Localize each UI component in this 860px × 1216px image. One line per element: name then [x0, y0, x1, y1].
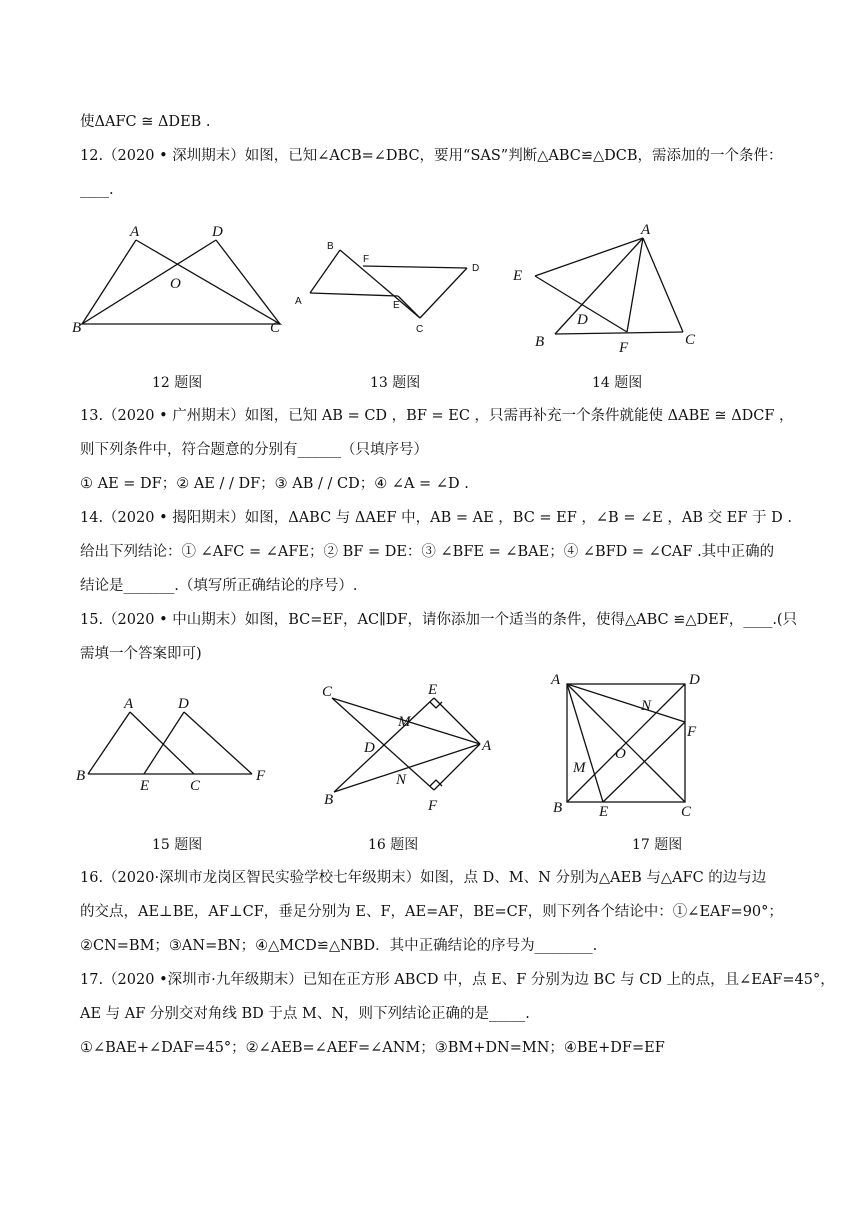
q12-blank: ____. — [80, 182, 114, 198]
fig16-label-d: D — [364, 740, 375, 756]
fig14-label-a: A — [641, 222, 651, 238]
fig17-label-m: M — [573, 760, 586, 776]
fig16-label-f: F — [428, 798, 438, 814]
fig13-label-f: F — [363, 254, 370, 265]
fig16-label-c: C — [322, 684, 333, 700]
fig13-label-e: E — [393, 300, 400, 311]
fig12-label-d: D — [212, 224, 223, 240]
figure-14 — [505, 220, 705, 356]
caption-16: 16 题图 — [368, 837, 419, 853]
fig17-label-f: F — [687, 724, 697, 740]
caption-14: 14 题图 — [592, 375, 643, 391]
figure-16 — [310, 680, 510, 820]
q16-text-2: 的交点，AE⊥BE，AF⊥CF，垂足分别为 E、F，AE=AF，BE=CF，则下列各个结论中：①∠EAF=90°； — [80, 904, 783, 920]
fig15-label-b: B — [76, 768, 86, 784]
q16-text: 16.（2020·深圳市龙岗区智民实验学校七年级期末）如图，点 D、M、N 分别为△AEB 与△AFC 的边与边 — [80, 870, 767, 886]
q15-text: 15.（2020 • 中山期末）如图，BC=EF，AC∥DF，请你添加一个适当的条件，使得△ABC ≌△DEF，____.(只 — [80, 612, 798, 628]
q17-text: 17.（2020 •深圳市·九年级期末）已知在正方形 ABCD 中，点 E、F 分别为边 BC 与 CD 上的点，且∠EAF=45°， — [80, 972, 835, 988]
fig15-label-c: C — [190, 778, 201, 794]
q14-text-3: 结论是_______.（填写所正确结论的序号）. — [80, 578, 358, 594]
figure-12 — [70, 222, 290, 342]
q16-text-3: ②CN=BM；③AN=BN；④△MCD≌△NBD．其中正确结论的序号为________. — [80, 938, 598, 954]
q17-text-2: AE 与 AF 分别交对角线 BD 于点 M、N，则下列结论正确的是_____. — [80, 1006, 530, 1022]
fig16-label-m: M — [398, 714, 411, 730]
q15-text-2: 需填一个答案即可) — [80, 646, 202, 662]
q14-text: 14.（2020 • 揭阳期末）如图，ΔABC 与 ΔAEF 中，AB = AE ，BC = EF ，∠B = ∠E ，AB 交 EF 于 D . — [80, 510, 792, 526]
fig14-label-b: B — [535, 334, 545, 350]
caption-12: 12 题图 — [152, 375, 203, 391]
q17-options: ①∠BAE+∠DAF=45°；②∠AEB=∠AEF=∠ANM；③BM+DN=MN；④BE+DF=EF — [80, 1040, 665, 1056]
fig12-label-c: C — [270, 320, 281, 336]
fig16-label-n: N — [396, 772, 407, 788]
fig16-label-b: B — [324, 792, 334, 808]
fig17-label-o: O — [615, 746, 626, 762]
q14-text-2: 给出下列结论：① ∠AFC = ∠AFE；② BF = DE：③ ∠BFE = ∠BAE；④ ∠BFD = ∠CAF .其中正确的 — [80, 544, 775, 560]
q12-text: 12.（2020 • 深圳期末）如图，已知∠ACB=∠DBC，要用“SAS”判断△ABC≌△DCB，需添加的一个条件： — [80, 148, 783, 164]
fig17-label-n: N — [641, 698, 652, 714]
figure-15 — [70, 692, 280, 792]
fig14-label-f: F — [619, 340, 629, 356]
fig13-label-d: D — [472, 263, 480, 274]
fig17-label-e: E — [599, 804, 609, 820]
fig15-label-e: E — [140, 778, 150, 794]
q13-options: ① AE = DF；② AE / / DF；③ AB / / CD；④ ∠A = ∠D . — [80, 476, 469, 492]
fig15-label-a: A — [124, 696, 134, 712]
fig12-label-a: A — [130, 224, 140, 240]
fig13-label-a: A — [295, 296, 302, 307]
q13-text-2: 则下列条件中，符合题意的分别有______（只填序号） — [80, 442, 428, 458]
fig17-label-d: D — [689, 672, 700, 688]
fig17-label-c: C — [681, 804, 692, 820]
fig12-label-b: B — [72, 320, 82, 336]
fig12-label-o: O — [170, 276, 181, 292]
caption-13: 13 题图 — [370, 375, 421, 391]
q13-text: 13.（2020 • 广州期末）如图，已知 AB = CD ，BF = EC ，只需再补充一个条件就能使 ΔABE ≅ ΔDCF ， — [80, 408, 794, 424]
fig16-label-e: E — [428, 682, 438, 698]
fig15-label-d: D — [178, 696, 189, 712]
caption-15: 15 题图 — [152, 837, 203, 853]
fig16-label-a: A — [482, 738, 492, 754]
fig17-label-b: B — [553, 800, 563, 816]
fig17-label-a: A — [551, 672, 561, 688]
fig13-label-c: C — [416, 324, 424, 335]
fig14-label-c: C — [685, 332, 696, 348]
caption-17: 17 题图 — [632, 837, 683, 853]
fig13-label-b: B — [327, 241, 334, 252]
fig15-label-f: F — [256, 768, 266, 784]
fig14-label-d: D — [577, 312, 588, 328]
fig14-label-e: E — [513, 268, 523, 284]
figure-17 — [545, 670, 715, 820]
q11-tail: 使ΔAFC ≅ ΔDEB . — [80, 114, 211, 130]
figure-13 — [290, 238, 500, 335]
